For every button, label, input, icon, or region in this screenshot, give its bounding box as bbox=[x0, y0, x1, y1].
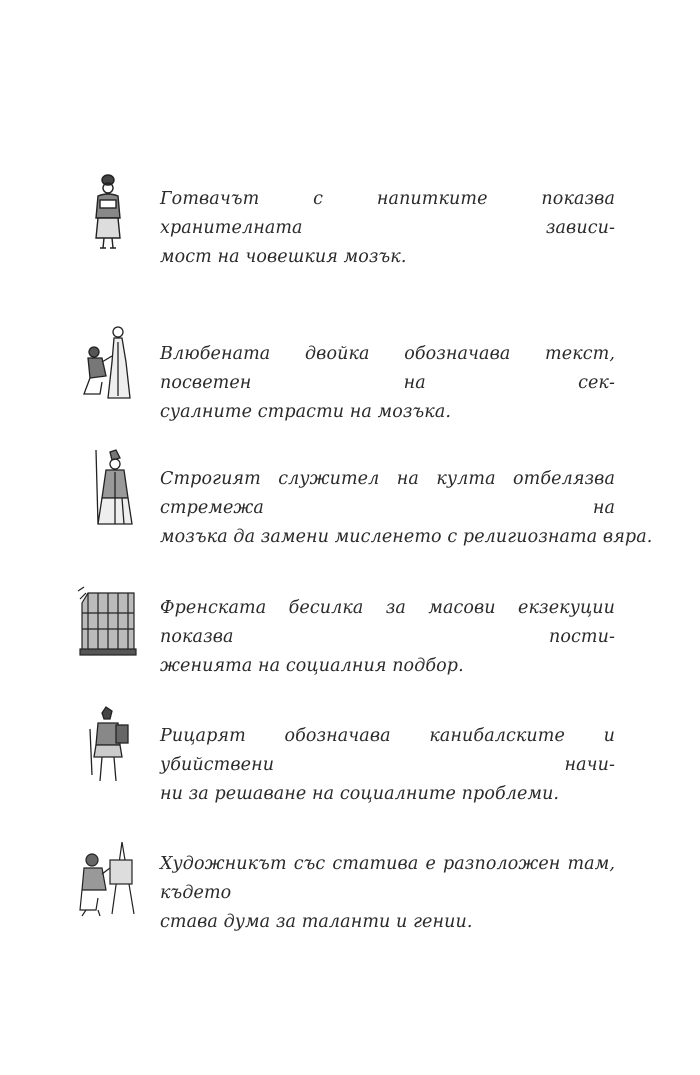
legend-entry-cook bbox=[0, 170, 700, 280]
text-line: мозъка да замени мисленето с религиозната вяра. bbox=[160, 527, 653, 547]
legend-entry-knight bbox=[0, 705, 700, 815]
couple-icon bbox=[76, 322, 140, 402]
legend-text bbox=[160, 185, 615, 272]
text-line: женията на социалния подбор. bbox=[160, 656, 464, 676]
legend-text bbox=[160, 722, 615, 809]
legend-entry-priest bbox=[0, 448, 700, 558]
legend-text bbox=[160, 594, 615, 681]
text-line: Влюбената двойка обозначава текст, посветен на сек- bbox=[160, 344, 615, 393]
legend-text bbox=[160, 465, 653, 552]
text-line: Готвачът с напитките показва хранителната зависи- bbox=[160, 189, 615, 238]
painter-icon bbox=[76, 838, 140, 918]
legend-text bbox=[160, 850, 615, 937]
text-line: става дума за таланти и гении. bbox=[160, 912, 473, 932]
guillotine-icon bbox=[76, 583, 140, 663]
priest-icon bbox=[76, 448, 140, 528]
legend-entry-painter bbox=[0, 838, 700, 948]
knight-icon bbox=[76, 705, 140, 785]
text-line: Строгият служител на култа отбелязва стремежа на bbox=[160, 469, 615, 518]
text-line: мост на човешкия мозък. bbox=[160, 247, 407, 267]
legend-entry-couple bbox=[0, 322, 700, 432]
text-line: Художникът със статива е разположен там, където bbox=[160, 854, 615, 903]
text-line: ни за решаване на социалните проблеми. bbox=[160, 784, 560, 804]
legend-entry-guillotine bbox=[0, 578, 700, 688]
legend-text bbox=[160, 340, 615, 427]
cook-icon bbox=[76, 170, 140, 250]
text-line: Рицарят обозначава канибалските и убийствени начи- bbox=[160, 726, 615, 775]
text-line: Френската бесилка за масови екзекуции показва пости- bbox=[160, 598, 615, 647]
text-line: суалните страсти на мозъка. bbox=[160, 402, 452, 422]
